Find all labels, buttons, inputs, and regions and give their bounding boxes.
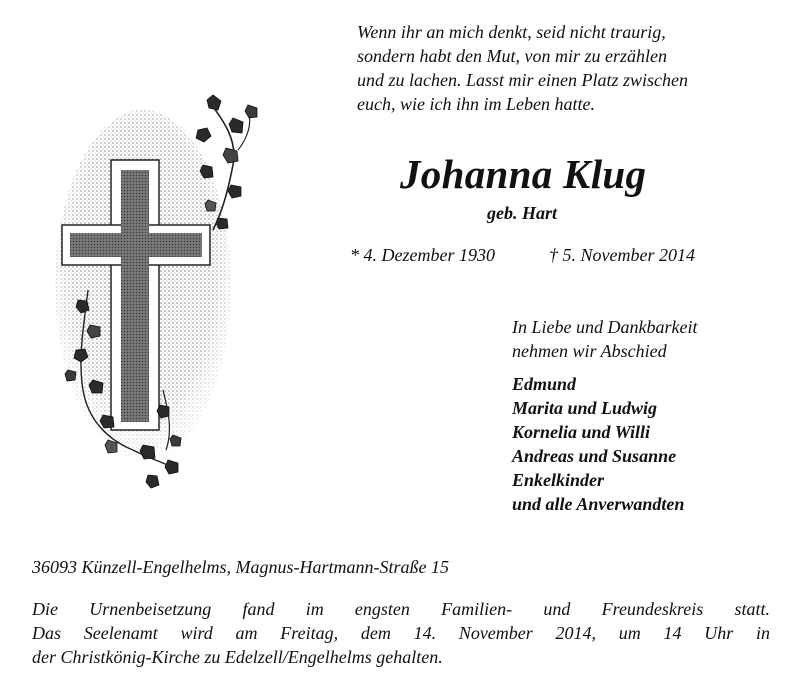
mourner-item: Edmund (512, 374, 577, 394)
family-address: 36093 Künzell-Engelhelms, Magnus-Hartmann-Straße 15 (32, 557, 449, 577)
notice-line: Das Seelenamt wird am Freitag, dem 14. November 2014, um 14 Uhr in (32, 623, 770, 643)
death-date: † 5. November 2014 (549, 245, 695, 265)
farewell-line: nehmen wir Abschied (512, 341, 667, 361)
maiden-name: geb. Hart (487, 203, 557, 223)
mourner-item: Enkelkinder (512, 470, 605, 490)
burial-notice (32, 597, 770, 669)
memorial-poem (357, 20, 777, 116)
farewell-text (512, 315, 697, 363)
cross-with-ivy-illustration (48, 90, 278, 510)
mourners-list (512, 372, 684, 516)
mourner-item: Andreas und Susanne (512, 446, 677, 466)
poem-line: euch, wie ich ihn im Leben hatte. (357, 94, 595, 114)
poem-line: und zu lachen. Lasst mir einen Platz zwischen (357, 70, 688, 90)
mourner-item: Kornelia und Willi (512, 422, 651, 442)
deceased-name: Johanna Klug (400, 151, 647, 197)
notice-line: Die Urnenbeisetzung fand im engsten Familien- und Freundeskreis statt. (32, 599, 770, 619)
poem-line: Wenn ihr an mich denkt, seid nicht traurig, (357, 22, 666, 42)
poem-line: sondern habt den Mut, von mir zu erzählen (357, 46, 667, 66)
notice-line: der Christkönig-Kirche zu Edelzell/Engelhelms gehalten. (32, 647, 443, 667)
birth-date: * 4. Dezember 1930 (350, 245, 495, 265)
mourner-item: Marita und Ludwig (512, 398, 658, 418)
mourner-item: und alle Anverwandten (512, 494, 685, 514)
farewell-line: In Liebe und Dankbarkeit (512, 317, 698, 337)
